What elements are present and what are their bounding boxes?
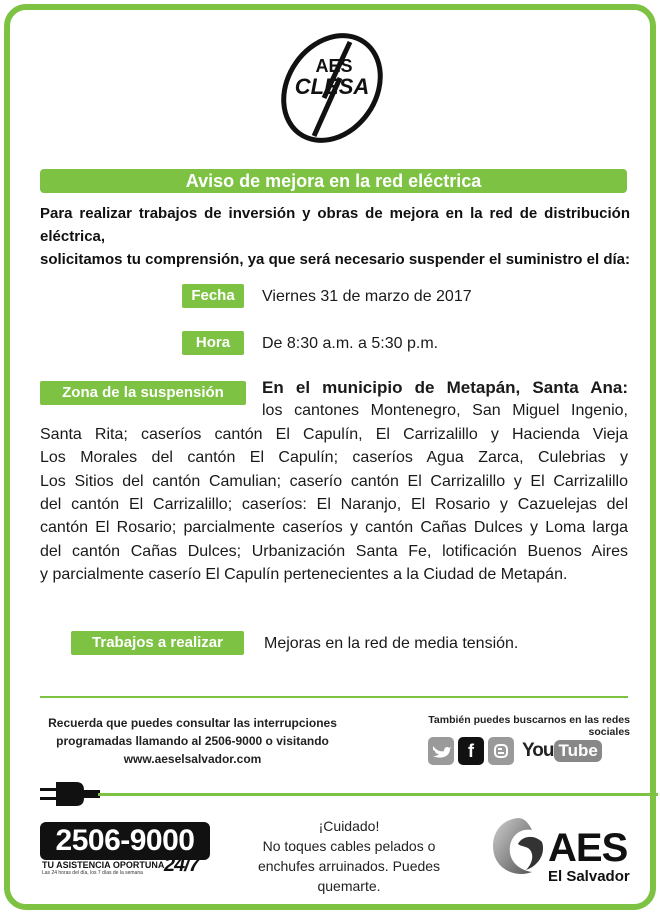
trabajos-value: Mejoras en la red de media tensión. (264, 635, 519, 652)
plug-icon (40, 780, 100, 808)
zona-lead: En el municipio de Metapán, Santa Ana: (262, 378, 628, 397)
intro-line-2: solicitamos tu comprensión, ya que será necesario suspender el suministro el día: (40, 251, 630, 268)
facebook-icon[interactable] (458, 737, 484, 765)
zona-line: Santa Rita; caseríos cantón El Capulín, El Carrizalillo y Hacienda Vieja (40, 425, 628, 443)
hora-label: Hora (182, 331, 244, 355)
divider (40, 696, 628, 698)
recuerda-line-2: programadas llamando al 2506-9000 o visitando (56, 734, 329, 748)
intro-text (40, 202, 630, 271)
hora-value: De 8:30 a.m. a 5:30 p.m. (262, 335, 439, 352)
blogger-icon[interactable] (488, 737, 514, 765)
cuidado-line-2: No toques cables pelados o (262, 838, 436, 854)
hours-247: 24/7 (164, 854, 199, 876)
zona-line: Los Sitios del cantón Camulian; caserío cantón El Carrizalillo y El Carrizalillo (40, 472, 628, 490)
zona-line: Los Morales del cantón El Capulín; caseríos Agua Zarca, Culebrias y (40, 449, 628, 467)
zona-line: y parcialmente caserío El Capulín pertenecientes a la Ciudad de Metapán. (40, 566, 568, 584)
aes-clesa-logo (272, 28, 392, 148)
social-icons (428, 736, 602, 766)
phone-number: 2506-9000 (40, 822, 210, 860)
trabajos-label: Trabajos a realizar (71, 631, 244, 655)
logo-aes-text: AES (315, 56, 353, 76)
cuidado-warning (240, 816, 458, 896)
phone-subline: Las 24 horas del día, los 7 días de la semana (42, 870, 143, 876)
social-heading: También puedes buscarnos en las redes sociales (428, 714, 630, 738)
recuerda-text (40, 714, 345, 768)
youtube-icon[interactable] (522, 740, 602, 762)
youtube-you-text: You (522, 740, 554, 761)
logo-clesa-text: CLESA (294, 74, 370, 99)
zona-label: Zona de la suspensión (40, 381, 246, 405)
fecha-value: Viernes 31 de marzo de 2017 (262, 288, 472, 305)
zona-line: los cantones Montenegro, San Miguel Ingenio, (262, 402, 628, 420)
cord-line (98, 793, 658, 796)
aes-brand-name: AES (548, 826, 628, 870)
page-title: Aviso de mejora en la red eléctrica (40, 169, 627, 193)
youtube-tube-text: Tube (554, 740, 601, 762)
fecha-label: Fecha (182, 284, 244, 308)
cuidado-line-4: quemarte. (317, 878, 381, 894)
zona-description (40, 376, 628, 587)
intro-line-1: Para realizar trabajos de inversión y obras de mejora en la red de distribución eléctrica, (40, 205, 630, 245)
zona-line: del cantón Cañas Dulces; Urbanización Santa Fe, lotificación Buenos Aires (40, 542, 628, 560)
aes-country: El Salvador (548, 868, 630, 885)
cuidado-line-3: enchufes arruinados. Puedes (257, 858, 441, 874)
website-link[interactable]: www.aeselsalvador.com (123, 752, 262, 766)
phone-tagline: TU ASISTENCIA OPORTUNA (42, 860, 165, 870)
zona-line: cantón El Rosario; parcialmente caseríos y cantón Cañas Dulces y Loma larga (40, 519, 628, 537)
twitter-icon[interactable] (428, 737, 454, 765)
recuerda-line-1: Recuerda que puedes consultar las interrupciones (48, 716, 337, 730)
cuidado-line-1: ¡Cuidado! (318, 818, 380, 834)
zona-line: del cantón El Carrizalillo; caseríos: El Naranjo, El Rosario y Cazuelejas del (40, 496, 628, 514)
facebook-letter: f (468, 740, 474, 761)
